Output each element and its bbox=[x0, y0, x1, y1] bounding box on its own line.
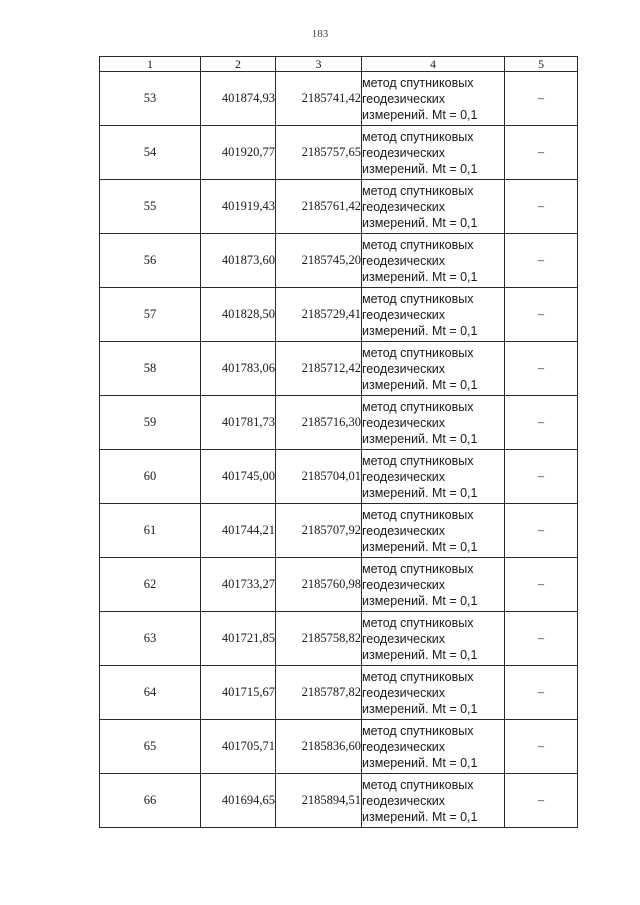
note-dash: – bbox=[505, 612, 578, 666]
point-number: 53 bbox=[100, 72, 201, 126]
method-line: геодезических bbox=[362, 253, 446, 268]
table-row bbox=[100, 504, 578, 558]
method-line: метод спутниковых bbox=[362, 561, 474, 576]
point-number: 57 bbox=[100, 288, 201, 342]
note-dash: – bbox=[505, 504, 578, 558]
point-number: 58 bbox=[100, 342, 201, 396]
point-number: 65 bbox=[100, 720, 201, 774]
y-coordinate: 2185716,30 bbox=[276, 396, 362, 450]
point-number: 64 bbox=[100, 666, 201, 720]
method-line: геодезических bbox=[362, 91, 446, 106]
y-coordinate: 2185704,01 bbox=[276, 450, 362, 504]
method-line: метод спутниковых bbox=[362, 453, 474, 468]
method-line: измерений. Mt = 0,1 bbox=[362, 485, 478, 500]
method-line: метод спутниковых bbox=[362, 129, 474, 144]
point-number: 59 bbox=[100, 396, 201, 450]
table-row bbox=[100, 720, 578, 774]
method-line: метод спутниковых bbox=[362, 669, 474, 684]
method-line: измерений. Mt = 0,1 bbox=[362, 755, 478, 770]
point-number: 61 bbox=[100, 504, 201, 558]
method-line: геодезических bbox=[362, 145, 446, 160]
point-number: 54 bbox=[100, 126, 201, 180]
table-row bbox=[100, 396, 578, 450]
note-dash: – bbox=[505, 396, 578, 450]
table-row bbox=[100, 666, 578, 720]
y-coordinate: 2185836,60 bbox=[276, 720, 362, 774]
method-line: метод спутниковых bbox=[362, 237, 474, 252]
method-line: измерений. Mt = 0,1 bbox=[362, 269, 478, 284]
table-row bbox=[100, 558, 578, 612]
method-line: метод спутниковых bbox=[362, 507, 474, 522]
y-coordinate: 2185757,65 bbox=[276, 126, 362, 180]
method-line: геодезических bbox=[362, 739, 446, 754]
method-line: метод спутниковых bbox=[362, 615, 474, 630]
determination-method bbox=[362, 612, 505, 666]
note-dash: – bbox=[505, 720, 578, 774]
determination-method bbox=[362, 450, 505, 504]
x-coordinate: 401919,43 bbox=[201, 180, 276, 234]
note-dash: – bbox=[505, 450, 578, 504]
determination-method bbox=[362, 126, 505, 180]
table-row bbox=[100, 450, 578, 504]
method-line: геодезических bbox=[362, 793, 446, 808]
method-line: измерений. Mt = 0,1 bbox=[362, 701, 478, 716]
determination-method bbox=[362, 774, 505, 828]
determination-method bbox=[362, 234, 505, 288]
x-coordinate: 401694,65 bbox=[201, 774, 276, 828]
determination-method bbox=[362, 342, 505, 396]
note-dash: – bbox=[505, 180, 578, 234]
method-line: метод спутниковых bbox=[362, 291, 474, 306]
method-line: измерений. Mt = 0,1 bbox=[362, 107, 478, 122]
x-coordinate: 401733,27 bbox=[201, 558, 276, 612]
method-line: измерений. Mt = 0,1 bbox=[362, 215, 478, 230]
header-col-4: 4 bbox=[362, 57, 505, 72]
header-col-1: 1 bbox=[100, 57, 201, 72]
y-coordinate: 2185761,42 bbox=[276, 180, 362, 234]
point-number: 66 bbox=[100, 774, 201, 828]
x-coordinate: 401828,50 bbox=[201, 288, 276, 342]
x-coordinate: 401873,60 bbox=[201, 234, 276, 288]
table-row bbox=[100, 288, 578, 342]
method-line: метод спутниковых bbox=[362, 723, 474, 738]
method-line: метод спутниковых bbox=[362, 345, 474, 360]
y-coordinate: 2185729,41 bbox=[276, 288, 362, 342]
page-number: 183 bbox=[311, 28, 329, 40]
x-coordinate: 401781,73 bbox=[201, 396, 276, 450]
table-row bbox=[100, 234, 578, 288]
determination-method bbox=[362, 720, 505, 774]
table-row bbox=[100, 342, 578, 396]
x-coordinate: 401874,93 bbox=[201, 72, 276, 126]
y-coordinate: 2185760,98 bbox=[276, 558, 362, 612]
header-col-3: 3 bbox=[276, 57, 362, 72]
determination-method bbox=[362, 180, 505, 234]
method-line: геодезических bbox=[362, 199, 446, 214]
header-col-5: 5 bbox=[505, 57, 578, 72]
method-line: измерений. Mt = 0,1 bbox=[362, 431, 478, 446]
determination-method bbox=[362, 288, 505, 342]
x-coordinate: 401783,06 bbox=[201, 342, 276, 396]
y-coordinate: 2185741,42 bbox=[276, 72, 362, 126]
method-line: измерений. Mt = 0,1 bbox=[362, 647, 478, 662]
note-dash: – bbox=[505, 342, 578, 396]
method-line: геодезических bbox=[362, 685, 446, 700]
method-line: геодезических bbox=[362, 361, 446, 376]
method-line: геодезических bbox=[362, 523, 446, 538]
note-dash: – bbox=[505, 288, 578, 342]
method-line: геодезических bbox=[362, 307, 446, 322]
y-coordinate: 2185787,82 bbox=[276, 666, 362, 720]
method-line: геодезических bbox=[362, 469, 446, 484]
determination-method bbox=[362, 504, 505, 558]
method-line: метод спутниковых bbox=[362, 75, 474, 90]
method-line: измерений. Mt = 0,1 bbox=[362, 593, 478, 608]
method-line: метод спутниковых bbox=[362, 399, 474, 414]
method-line: измерений. Mt = 0,1 bbox=[362, 323, 478, 338]
x-coordinate: 401715,67 bbox=[201, 666, 276, 720]
note-dash: – bbox=[505, 666, 578, 720]
determination-method bbox=[362, 72, 505, 126]
y-coordinate: 2185758,82 bbox=[276, 612, 362, 666]
table-row bbox=[100, 774, 578, 828]
x-coordinate: 401920,77 bbox=[201, 126, 276, 180]
x-coordinate: 401745,00 bbox=[201, 450, 276, 504]
note-dash: – bbox=[505, 126, 578, 180]
point-number: 62 bbox=[100, 558, 201, 612]
y-coordinate: 2185745,20 bbox=[276, 234, 362, 288]
coordinates-table bbox=[99, 56, 578, 828]
method-line: измерений. Mt = 0,1 bbox=[362, 809, 478, 824]
note-dash: – bbox=[505, 558, 578, 612]
determination-method bbox=[362, 558, 505, 612]
method-line: геодезических bbox=[362, 631, 446, 646]
table-row bbox=[100, 612, 578, 666]
method-line: измерений. Mt = 0,1 bbox=[362, 539, 478, 554]
method-line: измерений. Mt = 0,1 bbox=[362, 377, 478, 392]
x-coordinate: 401721,85 bbox=[201, 612, 276, 666]
y-coordinate: 2185707,92 bbox=[276, 504, 362, 558]
method-line: измерений. Mt = 0,1 bbox=[362, 161, 478, 176]
note-dash: – bbox=[505, 234, 578, 288]
note-dash: – bbox=[505, 72, 578, 126]
table-row bbox=[100, 126, 578, 180]
point-number: 55 bbox=[100, 180, 201, 234]
header-col-2: 2 bbox=[201, 57, 276, 72]
x-coordinate: 401744,21 bbox=[201, 504, 276, 558]
x-coordinate: 401705,71 bbox=[201, 720, 276, 774]
table-row bbox=[100, 180, 578, 234]
point-number: 56 bbox=[100, 234, 201, 288]
header-row bbox=[100, 57, 578, 72]
table-body bbox=[100, 72, 578, 828]
determination-method bbox=[362, 666, 505, 720]
method-line: метод спутниковых bbox=[362, 777, 474, 792]
y-coordinate: 2185712,42 bbox=[276, 342, 362, 396]
table-row bbox=[100, 72, 578, 126]
note-dash: – bbox=[505, 774, 578, 828]
method-line: геодезических bbox=[362, 577, 446, 592]
determination-method bbox=[362, 396, 505, 450]
method-line: геодезических bbox=[362, 415, 446, 430]
point-number: 63 bbox=[100, 612, 201, 666]
point-number: 60 bbox=[100, 450, 201, 504]
y-coordinate: 2185894,51 bbox=[276, 774, 362, 828]
method-line: метод спутниковых bbox=[362, 183, 474, 198]
